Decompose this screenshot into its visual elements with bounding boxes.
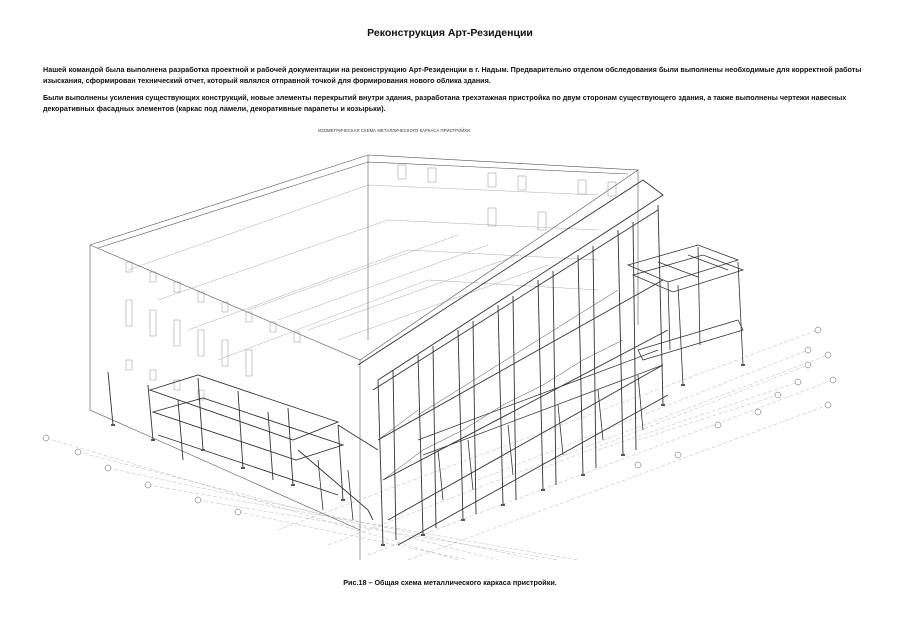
interior-floors bbox=[128, 185, 598, 360]
frame-braces bbox=[378, 290, 623, 480]
figure-label: ИЗОМЕТРИЧЕСКАЯ СХЕМА МЕТАЛЛИЧЕСКОГО КАРКАСА ПРИСТРОЙКИ bbox=[318, 128, 471, 133]
figure-caption: Рис.18 – Общая схема металлического каркаса пристройки. bbox=[343, 578, 557, 587]
page-title: Реконструкция Арт-Резиденции bbox=[367, 27, 533, 39]
grid-axes bbox=[46, 330, 833, 560]
steel-frame-right bbox=[358, 180, 668, 545]
front-columns bbox=[318, 350, 663, 520]
column-footings bbox=[111, 364, 745, 546]
paragraph-works: Были выполнены усиления существующих конструкций, новые элементы перекрытий внутри здания, разработана трехэтажная пристройка по двум сторонам существующего здания, а также выполнены чертежи навесных декоративных фасадных элементов (каркас под ламели, декоративные парапеты и козырьки). bbox=[43, 93, 847, 114]
axis-bubbles bbox=[43, 327, 836, 515]
isometric-frame-drawing bbox=[38, 150, 838, 570]
steel-frame-left bbox=[108, 372, 378, 520]
existing-building bbox=[90, 155, 638, 560]
paragraph-intro: Нашей командой была выполнена разработка проектной и рабочей документации на реконструкцию Арт-Резиденции в г. Надым. Предварительно отделом обследования были выполнены необходимые для корректной работы изыскания, сформирован технический отчет, который являлся отправной точкой для формирования нового облика здания. bbox=[43, 65, 862, 86]
